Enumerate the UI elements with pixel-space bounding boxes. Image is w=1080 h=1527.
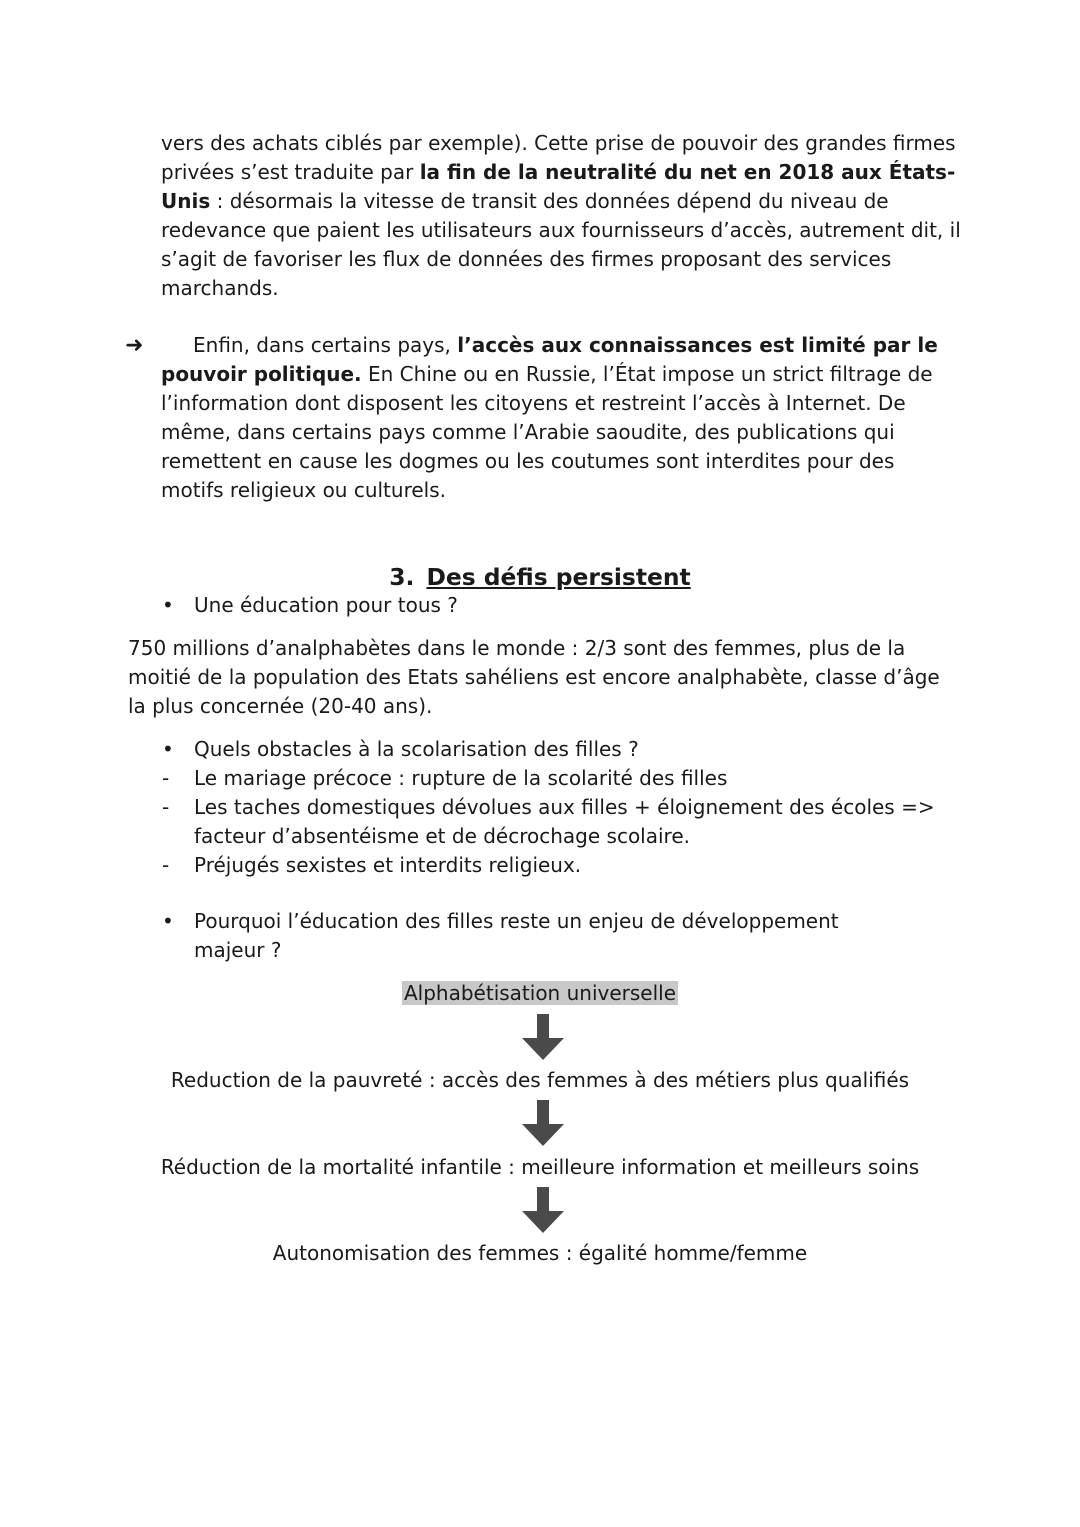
obstacle-text: Préjugés sexistes et interdits religieux. [194, 853, 582, 877]
paragraph-illiteracy: 750 millions d’analphabètes dans le monde : 2/3 sont des femmes, plus de la moitié de la population des Etats sahéliens est encore analphabète, classe d’âge la plus concernée (20-40 ans). [128, 636, 940, 718]
flow-step-mortality: Réduction de la mortalité infantile : meilleure information et meilleurs soins [160, 1155, 920, 1179]
bullet-text: Quels obstacles à la scolarisation des filles ? [194, 737, 639, 761]
down-arrow-icon [522, 1100, 564, 1146]
bullet-text: Une éducation pour tous ? [194, 593, 458, 617]
bullet-text: Pourquoi l’éducation des filles reste un enjeu de développement majeur ? [194, 909, 839, 962]
bullet-dot: • [162, 737, 174, 761]
paragraph-net-neutrality [161, 129, 961, 303]
bullet-dot: • [162, 593, 174, 617]
dash-mark: - [162, 795, 170, 819]
obstacle-text: Les taches domestiques dévolues aux filles + éloignement des écoles => facteur d’absentéisme et de décrochage scolaire. [194, 795, 935, 848]
flow-step-poverty: Reduction de la pauvreté : accès des femmes à des métiers plus qualifiés [170, 1068, 910, 1092]
paragraph-text: Enfin, dans certains pays, [193, 333, 458, 357]
down-arrow-icon [522, 1187, 564, 1233]
highlighted-text: Alphabétisation universelle [403, 981, 677, 1005]
flow-step-empowerment: Autonomisation des femmes : égalité homme/femme [272, 1241, 808, 1265]
section-number: 3. [389, 563, 415, 591]
section-title: Des défis persistent [426, 563, 691, 591]
section-heading [0, 563, 1080, 592]
paragraph-text: vers des achats ciblés par exemple). Cette prise de pouvoir des grandes firmes privées s’est traduite par [161, 131, 956, 184]
paragraph-political-censorship [161, 331, 961, 505]
right-arrow-icon: ➜ [125, 333, 144, 358]
bold-net-neutrality: la fin de la neutralité du net en 2018 aux États-Unis [161, 160, 956, 213]
dash-mark: - [162, 766, 170, 790]
paragraph-text: : désormais la vitesse de transit des données dépend du niveau de redevance que paient les utilisateurs aux fournisseurs d’accès, autrement dit, il s’agit de favoriser les flux de données des firmes proposant des services marchands. [161, 189, 961, 300]
bullet-dot: • [162, 909, 174, 933]
flow-step-literacy [0, 979, 1080, 1008]
down-arrow-icon [522, 1014, 564, 1060]
dash-mark: - [162, 853, 170, 877]
bold-knowledge-access: l’accès aux connaissances est limité par le pouvoir politique. [161, 333, 938, 386]
obstacle-text: Le mariage précoce : rupture de la scolarité des filles [194, 766, 728, 790]
paragraph-text: En Chine ou en Russie, l’État impose un strict filtrage de l’information dont disposent les citoyens et restreint l’accès à Internet. De même, dans certains pays comme l’Arabie saoudite, des publications qui remettent en cause les dogmes ou les coutumes sont interdites pour des motifs religieux ou culturels. [161, 362, 933, 502]
